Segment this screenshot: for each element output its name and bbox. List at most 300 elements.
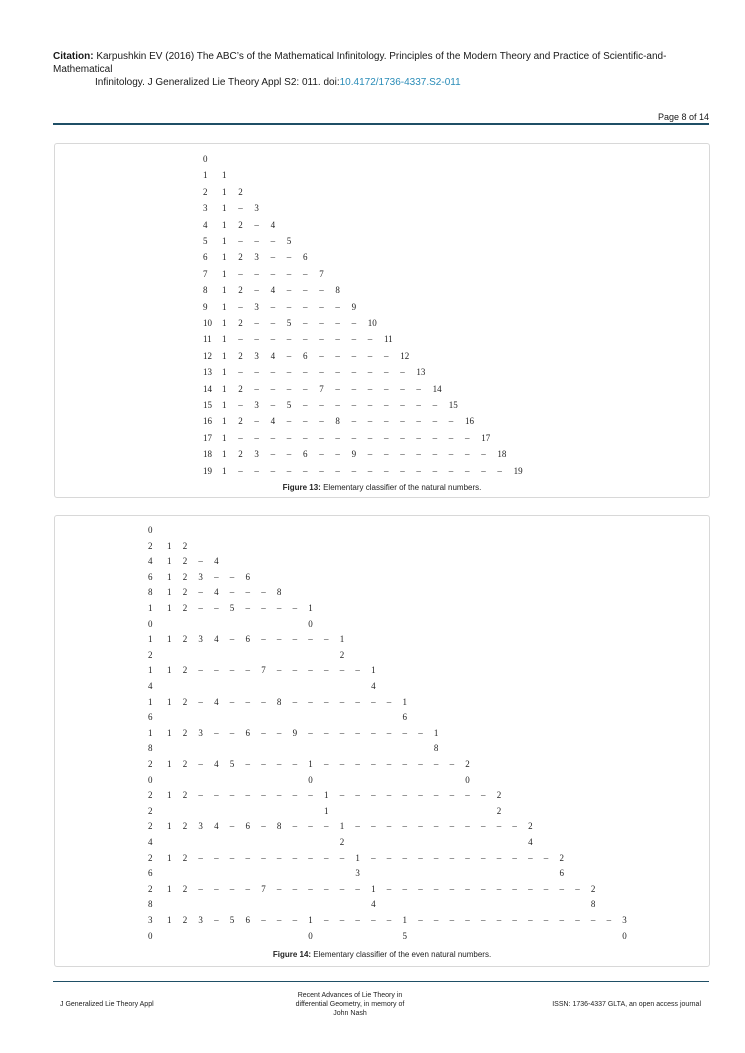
classifier-cell: –	[229, 665, 235, 676]
classifier-cell: –	[276, 634, 282, 645]
classifier-cell: –	[276, 790, 282, 801]
classifier-cell: 3	[254, 400, 259, 410]
classifier-cell: –	[229, 571, 235, 582]
classifier-cell: –	[254, 432, 259, 443]
classifier-cell: –	[351, 383, 357, 394]
classifier-cell: –	[214, 790, 219, 801]
classifier-cell: –	[512, 915, 517, 925]
classifier-cell: –	[254, 268, 259, 279]
header-rule	[53, 123, 709, 125]
classifier-cell: –	[367, 367, 373, 378]
classifier-cell: 6	[245, 571, 250, 582]
row-number: 2	[148, 540, 153, 551]
classifier-cell: –	[496, 821, 502, 832]
row-number: 8	[203, 285, 208, 296]
classifier-cell: 1	[222, 252, 227, 263]
classifier-cell: 9	[351, 301, 357, 312]
classifier-cell: –	[214, 883, 219, 894]
classifier-cell: –	[433, 759, 439, 769]
footer-issn: ISSN: 1736-4337 GLTA, an open access journal	[552, 1001, 701, 1008]
row-number: 19	[203, 465, 212, 476]
classifier-cell: –	[261, 759, 266, 769]
classifier-cell: –	[303, 416, 308, 427]
classifier-cell: –	[335, 465, 340, 476]
classifier-cell: 19	[513, 465, 523, 476]
classifier-cell: –	[481, 915, 486, 925]
classifier-cell: 2	[238, 252, 243, 263]
classifier-cell: –	[254, 285, 259, 296]
classifier-cell: –	[276, 603, 282, 613]
classifier-cell: 2	[182, 603, 188, 613]
classifier-cell: –	[308, 727, 313, 738]
classifier-cell: –	[238, 301, 243, 312]
row-number: 0	[203, 154, 208, 164]
row-number: 0	[148, 525, 153, 535]
row-number: 6	[203, 252, 208, 263]
classifier-cell: –	[319, 334, 324, 345]
classifier-cell: 1	[222, 318, 227, 328]
classifier-cell: –	[308, 634, 313, 645]
classifier-cell: –	[319, 350, 324, 361]
classifier-cell: 3	[198, 634, 203, 645]
row-number: 4	[148, 837, 153, 847]
classifier-cell: –	[292, 603, 298, 613]
classifier-cell: 4	[270, 285, 276, 296]
classifier-cell: 6	[245, 634, 250, 645]
classifier-cell: 3	[254, 252, 259, 263]
classifier-cell: 1	[222, 383, 227, 394]
classifier-cell: –	[229, 634, 235, 645]
classifier-cell: –	[303, 465, 308, 476]
classifier-cell: –	[238, 432, 243, 443]
classifier-cell: –	[367, 416, 373, 427]
row-number: 8	[148, 899, 153, 910]
classifier-cell: –	[367, 350, 373, 361]
classifier-cell: –	[384, 383, 389, 394]
classifier-cell: 8	[335, 416, 340, 427]
classifier-cell: 6	[402, 712, 407, 723]
classifier-cell: 1	[308, 759, 313, 769]
classifier-cell: 1	[167, 790, 172, 801]
classifier-cell: –	[261, 821, 266, 832]
row-number: 10	[203, 318, 212, 328]
classifier-cell: –	[270, 334, 276, 345]
classifier-cell: 1	[167, 571, 172, 582]
row-number: 2	[148, 883, 153, 894]
classifier-cell: –	[400, 367, 405, 378]
classifier-cell: –	[308, 852, 313, 863]
classifier-cell: 6	[303, 350, 308, 361]
classifier-cell: –	[400, 432, 405, 443]
row-number: 2	[148, 821, 153, 832]
classifier-cell: 12	[400, 350, 410, 361]
classifier-cell: 18	[497, 449, 507, 460]
classifier-cell: 9	[292, 727, 298, 738]
classifier-cell: –	[261, 727, 266, 738]
classifier-cell: –	[355, 696, 360, 707]
classifier-cell: 5	[229, 759, 235, 769]
classifier-cell: 1	[167, 603, 172, 613]
classifier-cell: –	[418, 821, 423, 832]
classifier-cell: –	[303, 367, 308, 378]
classifier-cell: –	[418, 759, 423, 769]
row-number: 13	[203, 367, 212, 378]
classifier-cell: –	[416, 449, 421, 460]
classifier-cell: –	[351, 400, 357, 410]
classifier-cell: –	[270, 268, 276, 279]
classifier-cell: –	[512, 852, 517, 863]
classifier-cell: –	[308, 883, 313, 894]
classifier-cell: –	[448, 449, 454, 460]
classifier-cell: –	[402, 727, 407, 738]
classifier-cell: –	[384, 400, 389, 410]
classifier-cell: –	[386, 790, 392, 801]
footer-issue-line: John Nash	[333, 1010, 367, 1017]
row-number: 6	[148, 712, 153, 723]
classifier-cell: 1	[222, 449, 227, 460]
row-number: 5	[203, 236, 208, 246]
classifier-cell: –	[512, 821, 517, 832]
citation-line1: Karpushkin EV (2016) The ABC’s of the Mathematical Infinitology. Principles of the Modern Theory and Practice of Scientific-and-Mathematical	[53, 51, 667, 75]
classifier-cell: –	[355, 759, 360, 769]
classifier-cell: –	[384, 465, 389, 476]
row-number: 11	[203, 334, 212, 345]
classifier-cell: 4	[214, 759, 219, 769]
row-number: 17	[203, 432, 212, 443]
classifier-cell: 3	[198, 571, 203, 582]
classifier-cell: 1	[167, 634, 172, 645]
classifier-cell: –	[449, 915, 455, 925]
classifier-cell: –	[198, 883, 203, 894]
classifier-cell: 2	[182, 540, 188, 551]
classifier-cell: 5	[229, 603, 235, 613]
classifier-cell: –	[214, 915, 219, 925]
classifier-cell: –	[512, 883, 517, 894]
row-number: 3	[203, 203, 208, 214]
classifier-cell: 2	[238, 318, 243, 328]
classifier-cell: –	[367, 465, 373, 476]
classifier-cell: 1	[222, 285, 227, 296]
classifier-cell: –	[254, 236, 259, 246]
classifier-cell: 2	[182, 556, 188, 567]
classifier-cell: –	[324, 883, 329, 894]
classifier-cell: –	[386, 821, 392, 832]
classifier-cell: 8	[276, 696, 282, 707]
classifier-cell: 1	[222, 186, 227, 197]
classifier-cell: –	[402, 883, 407, 894]
classifier-cell: 4	[214, 634, 219, 645]
classifier-cell: –	[448, 432, 454, 443]
classifier-cell: 10	[367, 318, 377, 328]
classifier-cell: 2	[528, 821, 533, 832]
classifier-cell: 1	[308, 603, 313, 613]
classifier-cell: –	[543, 852, 549, 863]
classifier-cell: 1	[167, 852, 172, 863]
classifier-cell: –	[245, 883, 250, 894]
classifier-cell: –	[254, 383, 259, 394]
classifier-cell: 2	[590, 883, 596, 894]
figure-14-caption-text: Elementary classifier of the even natural numbers.	[313, 950, 492, 959]
classifier-cell: –	[303, 318, 308, 328]
classifier-cell: –	[386, 915, 392, 925]
classifier-cell: –	[400, 383, 405, 394]
classifier-cell: –	[371, 727, 376, 738]
classifier-cell: –	[386, 727, 392, 738]
classifier-cell: –	[449, 790, 455, 801]
classifier-cell: –	[367, 432, 373, 443]
classifier-cell: –	[324, 696, 329, 707]
classifier-cell: –	[400, 449, 405, 460]
classifier-cell: 1	[222, 301, 227, 312]
classifier-cell: –	[286, 285, 292, 296]
doi-link[interactable]: 10.4172/1736-4337.S2-011	[339, 77, 461, 88]
classifier-cell: –	[496, 852, 502, 863]
classifier-cell: –	[324, 634, 329, 645]
classifier-cell: –	[198, 665, 203, 676]
classifier-cell: –	[198, 790, 203, 801]
classifier-cell: –	[324, 915, 329, 925]
classifier-cell: –	[351, 334, 357, 345]
classifier-cell: –	[292, 790, 298, 801]
classifier-cell: 6	[245, 821, 250, 832]
classifier-cell: –	[481, 790, 486, 801]
classifier-cell: –	[286, 268, 292, 279]
classifier-cell: –	[432, 449, 438, 460]
classifier-cell: 1	[433, 727, 439, 738]
classifier-cell: –	[254, 219, 259, 230]
classifier-cell: –	[198, 759, 203, 769]
classifier-cell: 2	[182, 883, 188, 894]
footer-journal: J Generalized Lie Theory Appl	[60, 1001, 154, 1008]
classifier-cell: –	[238, 236, 243, 246]
classifier-cell: –	[229, 821, 235, 832]
classifier-cell: –	[286, 350, 292, 361]
classifier-cell: 16	[465, 416, 474, 427]
classifier-cell: –	[432, 400, 438, 410]
row-number: 7	[203, 268, 208, 279]
classifier-cell: –	[400, 465, 405, 476]
classifier-cell: –	[214, 727, 219, 738]
footer-rule	[53, 981, 709, 982]
classifier-cell: 1	[308, 915, 313, 925]
figure-13-caption-text: Elementary classifier of the natural numbers.	[323, 483, 482, 492]
footer-issue-line: differential Geometry, in memory of	[295, 1001, 405, 1008]
classifier-cell: 1	[167, 696, 172, 707]
classifier-cell: –	[543, 883, 549, 894]
citation-label: Citation:	[53, 51, 94, 62]
classifier-cell: –	[335, 432, 340, 443]
classifier-cell: –	[319, 465, 324, 476]
classifier-cell: 2	[496, 790, 502, 801]
classifier-cell: 8	[276, 587, 282, 598]
classifier-cell: –	[465, 790, 470, 801]
page-number: Page 8 of 14	[657, 112, 709, 122]
classifier-cell: 3	[254, 449, 259, 460]
classifier-cell: –	[292, 665, 298, 676]
figure-14-label: Figure 14:	[272, 950, 312, 959]
figure-14-caption	[55, 950, 709, 959]
classifier-cell: 0	[308, 774, 313, 785]
classifier-cell: –	[261, 852, 266, 863]
citation-line2: Infinitology. J Generalized Lie Theory Appl S2: 011. doi:	[95, 77, 340, 88]
classifier-cell: 1	[222, 465, 227, 476]
classifier-cell: 8	[433, 743, 439, 754]
classifier-cell: 0	[465, 774, 470, 785]
classifier-cell: –	[335, 318, 340, 328]
classifier-cell: 4	[270, 416, 276, 427]
classifier-cell: –	[319, 301, 324, 312]
classifier-cell: –	[276, 883, 282, 894]
classifier-cell: –	[335, 400, 340, 410]
figure-13-panel	[54, 143, 710, 498]
classifier-cell: 4	[214, 821, 219, 832]
classifier-cell: –	[319, 367, 324, 378]
classifier-cell: 1	[402, 915, 407, 925]
row-number: 1	[148, 603, 153, 613]
classifier-cell: 8	[276, 821, 282, 832]
classifier-cell: –	[324, 821, 329, 832]
classifier-cell: –	[286, 449, 292, 460]
classifier-cell: –	[433, 790, 439, 801]
row-number: 4	[148, 556, 153, 567]
classifier-cell: 2	[182, 587, 188, 598]
classifier-cell: –	[286, 416, 292, 427]
classifier-cell: –	[449, 883, 455, 894]
classifier-cell: –	[339, 790, 345, 801]
row-number: 2	[148, 790, 153, 801]
classifier-cell: –	[481, 852, 486, 863]
classifier-cell: –	[371, 852, 376, 863]
classifier-cell: 2	[465, 759, 470, 769]
classifier-cell: –	[367, 400, 373, 410]
row-number: 1	[148, 634, 153, 645]
classifier-cell: –	[416, 416, 421, 427]
classifier-cell: –	[496, 883, 502, 894]
classifier-cell: –	[254, 334, 259, 345]
classifier-cell: 3	[254, 203, 259, 214]
classifier-cell: –	[418, 883, 423, 894]
classifier-cell: –	[270, 432, 276, 443]
classifier-cell: 3	[198, 727, 203, 738]
classifier-cell: 1	[222, 432, 227, 443]
classifier-cell: –	[303, 400, 308, 410]
classifier-cell: –	[367, 334, 373, 345]
classifier-cell: 5	[286, 318, 292, 328]
row-number: 1	[148, 727, 153, 738]
classifier-cell: –	[339, 665, 345, 676]
classifier-cell: 2	[182, 727, 188, 738]
classifier-cell: –	[198, 587, 203, 598]
classifier-cell: 2	[182, 634, 188, 645]
classifier-cell: 1	[339, 634, 345, 645]
classifier-cell: –	[497, 465, 502, 476]
classifier-cell: –	[371, 759, 376, 769]
classifier-cell: –	[386, 883, 392, 894]
figure-13-label: Figure 13:	[282, 483, 321, 492]
classifier-cell: 5	[229, 915, 235, 925]
classifier-cell: –	[606, 915, 612, 925]
classifier-cell: –	[418, 852, 423, 863]
classifier-cell: –	[245, 696, 250, 707]
classifier-cell: –	[400, 416, 405, 427]
classifier-cell: –	[339, 759, 345, 769]
classifier-cell: –	[229, 883, 235, 894]
classifier-cell: 7	[261, 665, 266, 676]
classifier-cell: –	[433, 915, 439, 925]
classifier-cell: 1	[167, 759, 172, 769]
classifier-cell: 2	[238, 449, 243, 460]
classifier-cell: –	[245, 603, 250, 613]
classifier-cell: –	[319, 416, 324, 427]
classifier-cell: –	[416, 383, 421, 394]
classifier-cell: 2	[182, 665, 188, 676]
classifier-cell: –	[339, 727, 345, 738]
row-number: 2	[203, 186, 208, 197]
classifier-cell: –	[465, 852, 470, 863]
classifier-cell: 1	[339, 821, 345, 832]
classifier-cell: –	[528, 915, 533, 925]
classifier-cell: –	[386, 852, 392, 863]
classifier-cell: 7	[261, 883, 266, 894]
classifier-cell: –	[308, 665, 313, 676]
row-number: 8	[148, 587, 153, 598]
classifier-cell: 4	[214, 696, 219, 707]
classifier-cell: 4	[371, 681, 376, 691]
classifier-cell: –	[481, 465, 486, 476]
row-number: 4	[148, 681, 153, 691]
row-number: 1	[203, 170, 208, 181]
classifier-cell: 6	[245, 727, 250, 738]
classifier-cell: 3	[254, 350, 259, 361]
classifier-cell: –	[245, 790, 250, 801]
classifier-cell: –	[355, 790, 360, 801]
classifier-cell: 2	[496, 805, 502, 816]
classifier-cell: –	[465, 915, 470, 925]
row-number: 2	[148, 649, 153, 660]
classifier-cell: –	[319, 318, 324, 328]
classifier-cell: –	[303, 432, 308, 443]
classifier-cell: –	[465, 821, 470, 832]
classifier-cell: 2	[182, 852, 188, 863]
row-number: 8	[148, 743, 153, 754]
classifier-cell: 2	[559, 852, 564, 863]
classifier-cell: 1	[355, 852, 360, 863]
classifier-cell: –	[238, 400, 243, 410]
classifier-cell: –	[386, 759, 392, 769]
classifier-cell: 1	[167, 587, 172, 598]
classifier-cell: –	[276, 727, 282, 738]
classifier-cell: –	[386, 696, 392, 707]
classifier-cell: 3	[254, 301, 259, 312]
classifier-cell: –	[254, 416, 259, 427]
classifier-cell: 6	[303, 252, 308, 263]
classifier-cell: 1	[222, 268, 227, 279]
classifier-cell: 1	[222, 334, 227, 345]
classifier-cell: 0	[308, 618, 313, 629]
classifier-cell: –	[351, 465, 357, 476]
classifier-cell: 0	[308, 930, 313, 941]
classifier-cell: –	[324, 852, 329, 863]
classifier-cell: –	[448, 465, 454, 476]
classifier-cell: 2	[238, 285, 243, 296]
classifier-cell: –	[416, 432, 421, 443]
classifier-cell: –	[303, 383, 308, 394]
classifier-cell: –	[238, 334, 243, 345]
classifier-cell: 2	[182, 696, 188, 707]
classifier-cell: 1	[222, 350, 227, 361]
classifier-cell: –	[286, 252, 292, 263]
classifier-cell: –	[465, 432, 470, 443]
